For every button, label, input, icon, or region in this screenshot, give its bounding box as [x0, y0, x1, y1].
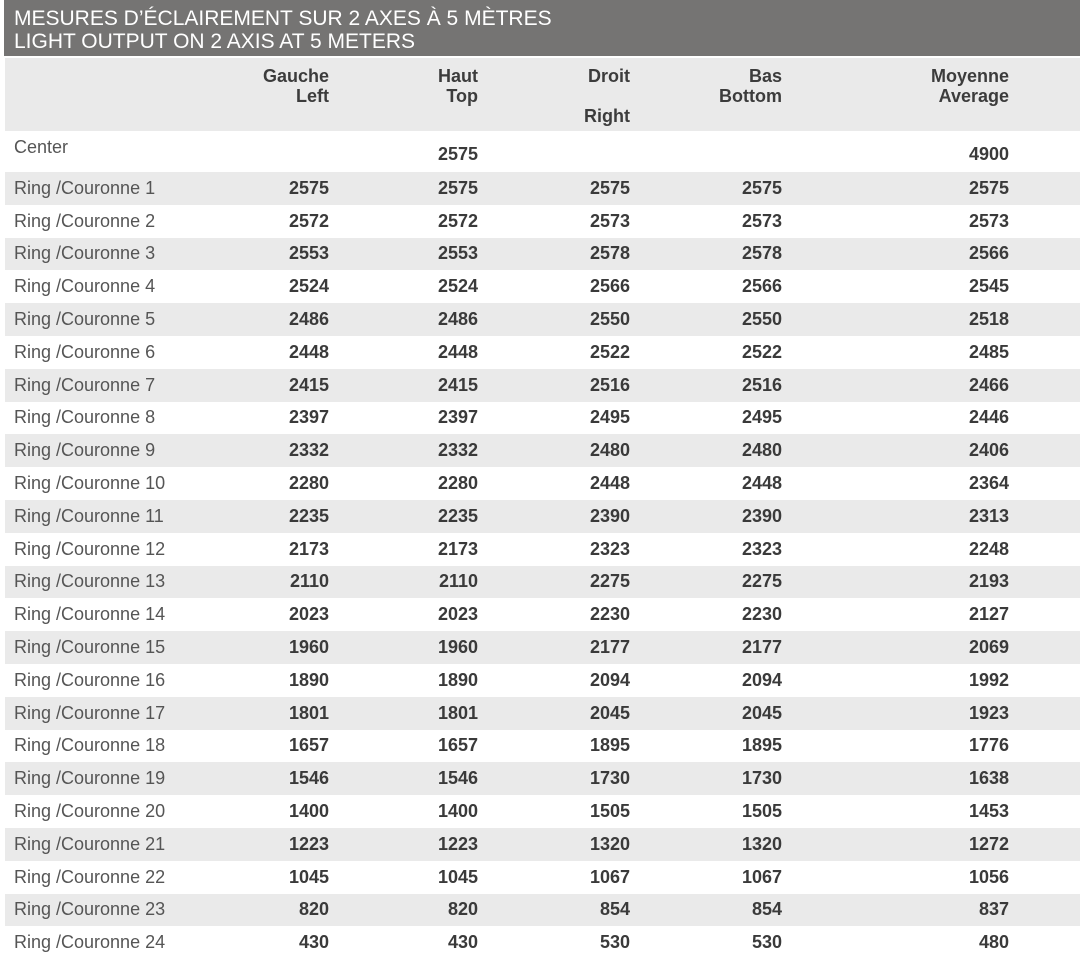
cell-left: 2173 — [288, 538, 329, 559]
cell-top: 2110 — [438, 571, 478, 592]
cell-top: 820 — [447, 899, 478, 920]
cell-right: 2575 — [589, 177, 630, 198]
cell-average: 480 — [978, 932, 1009, 953]
cell-bottom: 2575 — [741, 177, 782, 198]
cell-left: 1890 — [288, 669, 329, 690]
table-row — [5, 664, 1080, 697]
cell-top: 2572 — [437, 210, 478, 231]
cell-top: 2575 — [437, 144, 478, 164]
cell-average: 2193 — [968, 571, 1009, 592]
cell-right: 2323 — [589, 538, 630, 559]
cell-bottom: 2566 — [741, 276, 782, 297]
table-row — [5, 762, 1080, 795]
cell-bottom: 1505 — [741, 801, 782, 822]
cell-average: 2575 — [968, 177, 1009, 198]
table-row — [5, 697, 1080, 730]
table-row — [5, 500, 1080, 533]
cell-top: 1960 — [437, 637, 478, 658]
cell-right: 1895 — [589, 735, 630, 756]
cell-left: 2397 — [288, 407, 329, 428]
cell-left: 1657 — [288, 735, 329, 756]
table-row — [5, 303, 1080, 336]
cell-left: 1801 — [288, 702, 329, 723]
row-label: Ring /Couronne 13 — [14, 571, 166, 592]
cell-top: 1223 — [437, 833, 478, 854]
cell-left: 430 — [298, 932, 329, 953]
title-french: MESURES D’ÉCLAIREMENT SUR 2 AXES À 5 MÈTRES — [14, 7, 552, 30]
cell-average: 1453 — [968, 801, 1009, 822]
title-english: LIGHT OUTPUT ON 2 AXIS AT 5 METERS — [14, 30, 416, 53]
column-headers — [5, 58, 1080, 131]
table-row — [5, 238, 1080, 271]
table-body — [5, 131, 1080, 959]
cell-bottom: 2230 — [741, 604, 782, 625]
row-label: Center — [14, 137, 69, 157]
cell-right: 2516 — [589, 374, 630, 395]
cell-top: 1801 — [437, 702, 478, 723]
cell-left: 1045 — [288, 866, 329, 887]
cell-right: 2230 — [589, 604, 630, 625]
header-average-en: Average — [938, 86, 1009, 106]
cell-bottom: 2578 — [741, 243, 782, 264]
cell-left: 2486 — [288, 309, 329, 330]
row-label: Ring /Couronne 15 — [14, 637, 166, 658]
cell-average: 2485 — [968, 341, 1009, 362]
header-left-en: Left — [296, 86, 329, 106]
cell-left: 1223 — [288, 833, 329, 854]
cell-right: 2573 — [589, 210, 630, 231]
cell-top: 2486 — [437, 309, 478, 330]
row-label: Ring /Couronne 21 — [14, 833, 166, 854]
table-row — [5, 172, 1080, 205]
row-label: Ring /Couronne 7 — [14, 374, 156, 395]
cell-top: 2235 — [437, 505, 478, 526]
cell-top: 2524 — [437, 276, 478, 297]
cell-bottom: 854 — [751, 899, 782, 920]
cell-left: 2023 — [288, 604, 329, 625]
table-row — [5, 270, 1080, 303]
cell-average: 2406 — [968, 440, 1009, 461]
header-bottom-fr: Bas — [748, 66, 782, 86]
cell-top: 430 — [447, 932, 478, 953]
cell-top: 2575 — [437, 177, 478, 198]
cell-bottom: 1067 — [741, 866, 782, 887]
table-row — [5, 598, 1080, 631]
table-row — [5, 926, 1080, 959]
cell-top: 2553 — [437, 243, 478, 264]
cell-top: 2023 — [437, 604, 478, 625]
table-row — [5, 894, 1080, 927]
row-label: Ring /Couronne 22 — [14, 866, 166, 887]
header-average — [5, 66, 1009, 106]
cell-bottom: 2177 — [741, 637, 782, 658]
cell-left: 2572 — [288, 210, 329, 231]
cell-average: 837 — [978, 899, 1009, 920]
header-left-fr: Gauche — [262, 66, 329, 86]
cell-left: 2280 — [288, 473, 329, 494]
cell-bottom: 1895 — [741, 735, 782, 756]
cell-right: 2094 — [589, 669, 630, 690]
cell-top: 2448 — [437, 341, 478, 362]
cell-average: 2069 — [968, 637, 1009, 658]
row-label: Ring /Couronne 18 — [14, 735, 166, 756]
cell-right: 1730 — [589, 768, 630, 789]
cell-average: 2248 — [968, 538, 1009, 559]
cell-left: 1546 — [288, 768, 329, 789]
cell-average: 2518 — [968, 309, 1009, 330]
table-row — [5, 467, 1080, 500]
row-label: Ring /Couronne 3 — [14, 243, 156, 264]
row-label: Ring /Couronne 24 — [14, 932, 166, 953]
cell-average: 2446 — [968, 407, 1009, 428]
cell-bottom: 2448 — [741, 473, 782, 494]
cell-left: 2553 — [288, 243, 329, 264]
cell-average: 2127 — [968, 604, 1009, 625]
cell-bottom: 2495 — [741, 407, 782, 428]
cell-top: 2397 — [437, 407, 478, 428]
cell-bottom: 1730 — [741, 768, 782, 789]
cell-right: 530 — [599, 932, 630, 953]
row-label: Ring /Couronne 14 — [14, 604, 166, 625]
cell-right: 1320 — [589, 833, 630, 854]
cell-left: 2235 — [288, 505, 329, 526]
table-row — [5, 631, 1080, 664]
cell-right: 2522 — [589, 341, 630, 362]
cell-right: 2495 — [589, 407, 630, 428]
cell-bottom: 2323 — [741, 538, 782, 559]
cell-top: 1546 — [437, 768, 478, 789]
cell-right: 2390 — [589, 505, 630, 526]
cell-bottom: 2573 — [741, 210, 782, 231]
cell-average: 1776 — [968, 735, 1009, 756]
cell-right: 2480 — [589, 440, 630, 461]
cell-right: 2275 — [589, 571, 630, 592]
cell-left: 820 — [298, 899, 329, 920]
table-title — [4, 0, 1080, 56]
table-row — [5, 566, 1080, 599]
cell-average: 1638 — [968, 768, 1009, 789]
cell-average: 1056 — [968, 866, 1009, 887]
cell-left: 2110 — [289, 571, 329, 592]
header-top-en: Top — [446, 86, 478, 106]
row-label: Ring /Couronne 23 — [14, 899, 166, 920]
table-row — [5, 861, 1080, 894]
cell-average: 2313 — [968, 505, 1009, 526]
cell-top: 2332 — [437, 440, 478, 461]
cell-average: 1272 — [968, 833, 1009, 854]
cell-bottom: 2522 — [741, 341, 782, 362]
cell-bottom: 2516 — [741, 374, 782, 395]
cell-bottom: 2094 — [741, 669, 782, 690]
row-label: Ring /Couronne 10 — [14, 473, 166, 494]
row-label: Ring /Couronne 8 — [14, 407, 156, 428]
cell-right: 2578 — [589, 243, 630, 264]
cell-top: 1045 — [437, 866, 478, 887]
row-label: Ring /Couronne 12 — [14, 538, 166, 559]
cell-bottom: 2275 — [741, 571, 782, 592]
header-bottom-en: Bottom — [719, 86, 782, 106]
row-label: Ring /Couronne 4 — [14, 276, 156, 297]
cell-average: 1923 — [968, 702, 1009, 723]
header-right-fr: Droit — [588, 66, 630, 86]
cell-bottom: 2480 — [741, 440, 782, 461]
cell-right: 2566 — [589, 276, 630, 297]
cell-average: 1992 — [968, 669, 1009, 690]
cell-left: 2575 — [288, 177, 329, 198]
cell-top: 1400 — [437, 801, 478, 822]
cell-left: 2332 — [288, 440, 329, 461]
cell-top: 1890 — [437, 669, 478, 690]
cell-bottom: 2045 — [741, 702, 782, 723]
row-label: Ring /Couronne 17 — [14, 702, 166, 723]
table-row — [5, 434, 1080, 467]
cell-right: 1505 — [589, 801, 630, 822]
cell-average: 2545 — [968, 276, 1009, 297]
cell-right: 2550 — [589, 309, 630, 330]
cell-left: 1400 — [288, 801, 329, 822]
row-label: Ring /Couronne 11 — [14, 505, 164, 526]
header-top-fr: Haut — [438, 66, 478, 86]
table-row — [5, 828, 1080, 861]
cell-right: 854 — [599, 899, 630, 920]
cell-average: 4900 — [968, 144, 1009, 164]
cell-average: 2566 — [968, 243, 1009, 264]
row-label: Ring /Couronne 9 — [14, 440, 156, 461]
cell-left: 2524 — [288, 276, 329, 297]
table-row — [5, 795, 1080, 828]
cell-average: 2364 — [968, 473, 1009, 494]
header-right-en: Right — [584, 106, 630, 126]
cell-left: 1960 — [288, 637, 329, 658]
cell-right: 2177 — [589, 637, 630, 658]
cell-left: 2448 — [288, 341, 329, 362]
header-average-fr: Moyenne — [930, 66, 1009, 86]
cell-top: 1657 — [437, 735, 478, 756]
cell-bottom: 2550 — [741, 309, 782, 330]
row-label: Ring /Couronne 5 — [14, 309, 156, 330]
cell-left: 2415 — [288, 374, 329, 395]
table-row — [5, 402, 1080, 435]
cell-top: 2415 — [437, 374, 478, 395]
cell-top: 2280 — [437, 473, 478, 494]
cell-bottom: 2390 — [741, 505, 782, 526]
row-label: Ring /Couronne 6 — [14, 341, 156, 362]
cell-average: 2573 — [968, 210, 1009, 231]
table-row — [5, 205, 1080, 238]
table-row — [5, 369, 1080, 402]
cell-bottom: 1320 — [741, 833, 782, 854]
cell-right: 2045 — [589, 702, 630, 723]
cell-average: 2466 — [968, 374, 1009, 395]
row-label: Ring /Couronne 20 — [14, 801, 166, 822]
table-row — [5, 533, 1080, 566]
row-label: Ring /Couronne 1 — [14, 177, 156, 198]
cell-right: 1067 — [589, 866, 630, 887]
table-row-center — [5, 131, 1080, 172]
row-label: Ring /Couronne 2 — [14, 210, 156, 231]
row-label: Ring /Couronne 16 — [14, 669, 166, 690]
cell-top: 2173 — [437, 538, 478, 559]
table-row — [5, 730, 1080, 763]
cell-bottom: 530 — [751, 932, 782, 953]
table-row — [5, 336, 1080, 369]
cell-right: 2448 — [589, 473, 630, 494]
row-label: Ring /Couronne 19 — [14, 768, 166, 789]
